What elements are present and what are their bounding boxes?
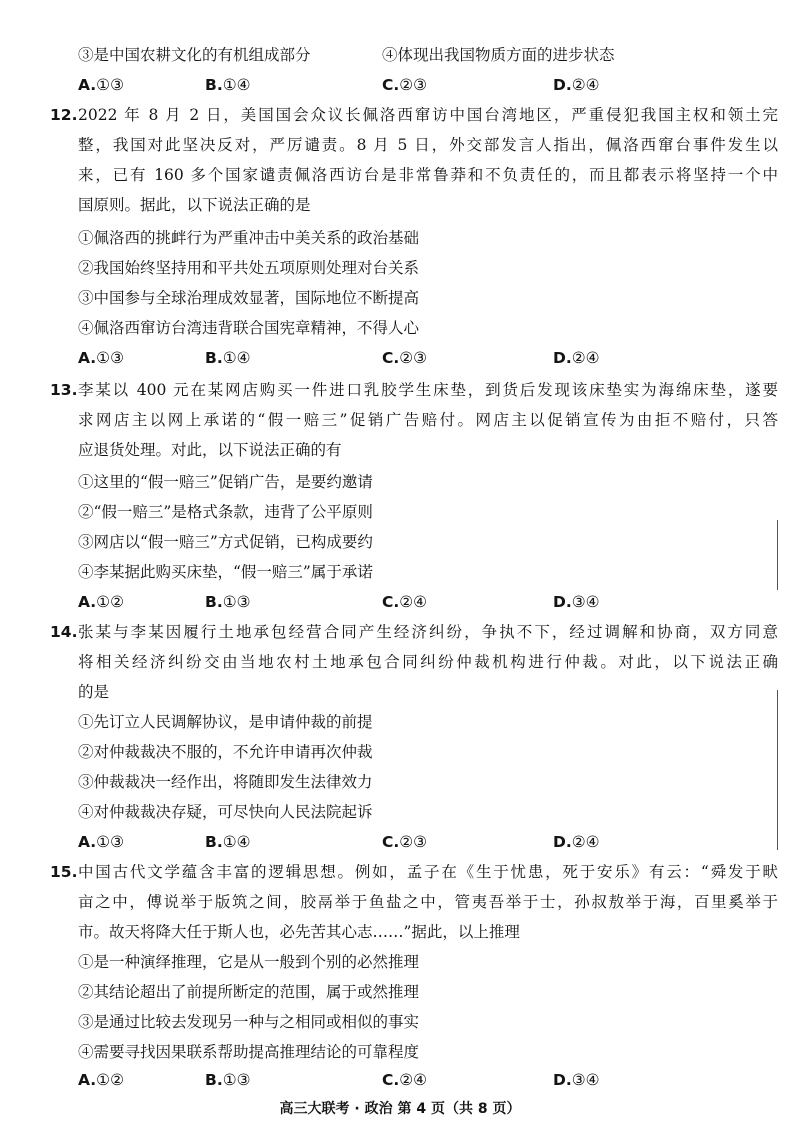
option-b: B.①④	[205, 349, 251, 367]
prev-statement-3: ③是中国农耕文化的有机组成部分	[78, 46, 311, 64]
option-c: C.②④	[382, 593, 428, 611]
question-text-line: 求网店主以网上承诺的“假一赔三”促销广告赔付。网店主以促销宣传为由拒不赔付，只答	[78, 411, 778, 429]
statement: ④佩洛西窜访台湾违背联合国宪章精神，不得人心	[78, 319, 420, 337]
option-c: C.②③	[382, 349, 428, 367]
page-footer: 高三大联考 · 政治 第 4 页（共 8 页）	[279, 1101, 521, 1117]
question-text-line: 张某与李某因履行土地承包经营合同产生经济纠纷，争执不下，经过调解和协商，双方同意	[78, 623, 778, 641]
scan-edge-mark	[777, 690, 778, 850]
statement: ③是通过比较去发现另一种与之相同或相似的事实	[78, 1013, 420, 1031]
question-text-line: 整，我国对此坚决反对，严厉谴责。8 月 5 日，外交部发言人指出，佩洛西窜台事件发生以	[78, 136, 778, 154]
question-text-line: 的是	[78, 683, 110, 701]
question-text-line: 国原则。据此，以下说法正确的是	[78, 196, 311, 214]
question-text-line: 2022 年 8 月 2 日，美国国会众议长佩洛西窜访中国台湾地区，严重侵犯我国主权和领土完	[78, 106, 778, 124]
question-number: 15.	[50, 863, 78, 881]
option-c: C.②④	[382, 1071, 428, 1089]
statement: ③仲裁裁决一经作出，将随即发生法律效力	[78, 773, 373, 791]
prev-statement-4: ④体现出我国物质方面的进步状态	[382, 46, 615, 64]
question-text-line: 李某以 400 元在某网店购买一件进口乳胶学生床垫，到货后发现该床垫实为海绵床垫，遂要	[78, 381, 778, 399]
option-c: C.②③	[382, 833, 428, 851]
statement: ①这里的“假一赔三”促销广告，是要约邀请	[78, 473, 373, 491]
statement: ④李某据此购买床垫，“假一赔三”属于承诺	[78, 563, 373, 581]
option-a: A.①③	[78, 833, 124, 851]
option-d: D.②④	[553, 833, 600, 851]
question-text-line: 中国古代文学蕴含丰富的逻辑思想。例如，孟子在《生于忧患，死于安乐》有云：“舜发于畎	[78, 863, 778, 881]
option-b: B.①③	[205, 1071, 251, 1089]
option-d: D.②④	[553, 76, 600, 94]
statement: ①佩洛西的挑衅行为严重冲击中美关系的政治基础	[78, 229, 420, 247]
option-d: D.③④	[553, 1071, 600, 1089]
question-number: 13.	[50, 381, 78, 399]
option-c: C.②③	[382, 76, 428, 94]
option-a: A.①②	[78, 593, 124, 611]
statement: ②对仲裁裁决不服的，不允许申请再次仲裁	[78, 743, 373, 761]
option-d: D.②④	[553, 349, 600, 367]
statement: ③中国参与全球治理成效显著，国际地位不断提高	[78, 289, 420, 307]
statement: ①是一种演绎推理，它是从一般到个别的必然推理	[78, 953, 420, 971]
statement: ④需要寻找因果联系帮助提高推理结论的可靠程度	[78, 1043, 420, 1061]
question-text-line: 来，已有 160 多个国家谴责佩洛西访台是非常鲁莽和不负责任的，而且都表示将坚持一个中	[78, 166, 778, 184]
statement: ②“假一赔三”是格式条款，违背了公平原则	[78, 503, 373, 521]
option-a: A.①③	[78, 76, 124, 94]
option-a: A.①③	[78, 349, 124, 367]
statement: ①先订立人民调解协议，是申请仲裁的前提	[78, 713, 373, 731]
question-text-line: 市。故天将降大任于斯人也，必先苦其心志……”据此，以上推理	[78, 923, 520, 941]
question-text-line: 将相关经济纠纷交由当地农村土地承包合同纠纷仲裁机构进行仲裁。对此，以下说法正确	[78, 653, 778, 671]
statement: ④对仲裁裁决存疑，可尽快向人民法院起诉	[78, 803, 373, 821]
option-b: B.①④	[205, 76, 251, 94]
question-number: 14.	[50, 623, 78, 641]
statement: ②我国始终坚持用和平共处五项原则处理对台关系	[78, 259, 420, 277]
statement: ③网店以“假一赔三”方式促销，已构成要约	[78, 533, 373, 551]
question-text-line: 亩之中，傅说举于版筑之间，胶鬲举于鱼盐之中，管夷吾举于士，孙叔敖举于海，百里奚举于	[78, 893, 778, 911]
scan-edge-mark	[777, 520, 778, 590]
statement: ②其结论超出了前提所断定的范围，属于或然推理	[78, 983, 420, 1001]
option-a: A.①②	[78, 1071, 124, 1089]
option-d: D.③④	[553, 593, 600, 611]
question-text-line: 应退货处理。对此，以下说法正确的有	[78, 441, 342, 459]
option-b: B.①③	[205, 593, 251, 611]
question-number: 12.	[50, 106, 78, 124]
option-b: B.①④	[205, 833, 251, 851]
